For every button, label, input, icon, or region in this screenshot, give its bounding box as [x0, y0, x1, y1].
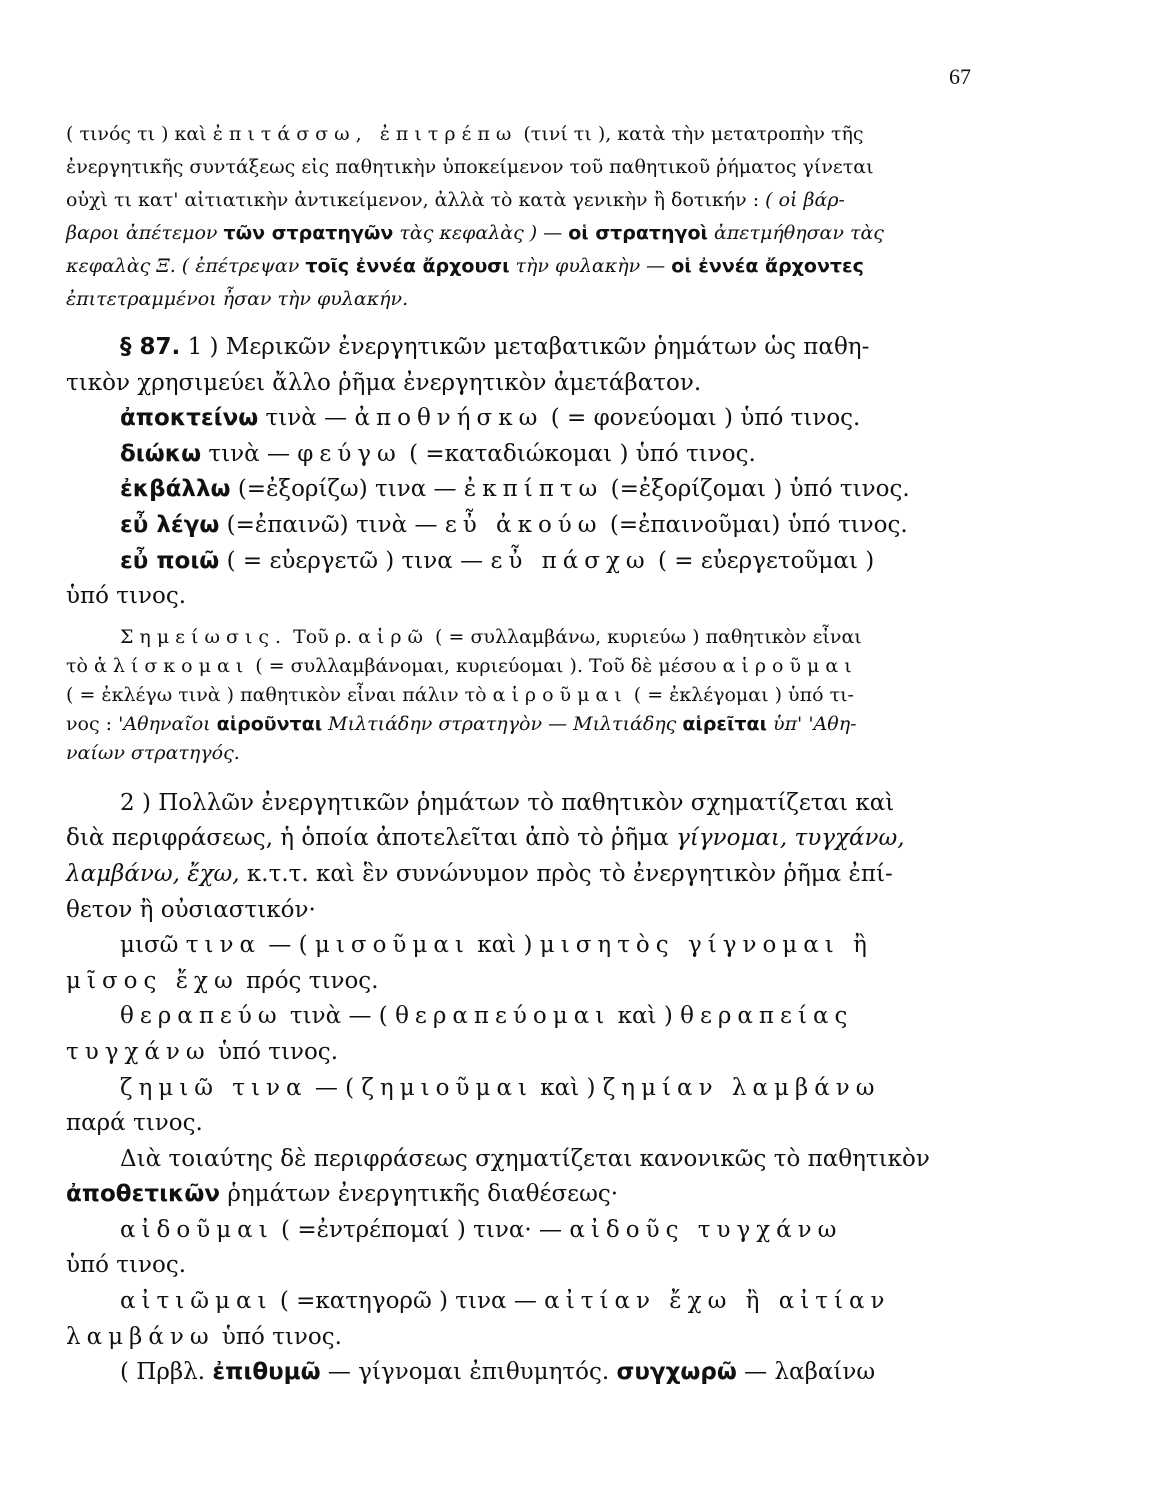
text-line: ναίων στρατηγός.	[66, 741, 240, 764]
text-span: ( =ἐντρέπομαί ) τινα· —	[273, 1216, 570, 1243]
text-line	[66, 652, 1066, 681]
example-line	[66, 964, 1066, 1000]
text-span: τινὰ — (	[282, 1003, 396, 1030]
page-number: 67	[949, 64, 971, 89]
text-line: Διὰ τοιαύτης δὲ περιφράσεως σχηματίζεται κανονικῶς τὸ παθητικὸν	[120, 1145, 930, 1172]
text-span: αἰδοῦμαι	[120, 1216, 274, 1243]
text-span: τινὰ —	[258, 405, 355, 432]
text-span: φεύγω	[297, 440, 402, 467]
text-span: μισῶ	[120, 932, 186, 959]
text-span: διώκω	[120, 440, 202, 467]
text-span: τὴν φυλακὴν —	[509, 255, 672, 277]
intro-paragraph	[66, 118, 1066, 316]
text-span: ὑπό τινος.	[210, 1038, 339, 1065]
text-span: ἐκβάλλω	[120, 476, 231, 503]
text-span: — (	[261, 932, 315, 959]
text-span: ἐπιτάσσω, ἐπιτρέπω	[212, 123, 518, 145]
text-span: κ.τ.τ. καὶ ἓν συνώνυμον πρὸς τὸ ἐνεργητικὸν ῥῆμα ἐπί-	[239, 860, 893, 887]
text-span: — (	[307, 1074, 362, 1101]
text-span: ὑπό τινος.	[214, 1323, 342, 1350]
example-line	[66, 1320, 1066, 1356]
text-span: αἰδοῦς τυγχάνω	[569, 1216, 843, 1243]
text-line: θετον ἢ οὐσιαστικόν·	[66, 896, 316, 923]
text-span: ( = συλλαμβάνομαι, κυριεύομαι ). Τοῦ δὲ μέσου	[249, 654, 723, 677]
text-span: ( οἱ βάρ-	[765, 189, 845, 211]
section-87	[66, 330, 1066, 615]
example-line	[66, 401, 1066, 437]
text-span: αἰτιῶμαι	[120, 1288, 273, 1315]
text-span: τινὰ —	[201, 440, 298, 467]
text-line: ἐπιτετραμμένοι ἦσαν τὴν φυλακήν.	[66, 288, 409, 310]
text-line	[66, 217, 1066, 250]
text-span: αἰτίαν ἔχω ἢ αἰτίαν	[544, 1288, 891, 1315]
text-span: ἀπετμήθησαν τὰς	[707, 222, 884, 244]
example-line: παρά τινος.	[66, 1110, 203, 1137]
text-span: τινα	[185, 932, 261, 959]
text-span: ( = εὐεργετῶ ) τινα —	[219, 547, 491, 574]
text-span: θεραπεύομαι	[395, 1003, 611, 1030]
text-span: ( = ἐκλέγομαι ) ὑπό τι-	[627, 683, 854, 706]
text-span: ( = συλλαμβάνω, κυριεύω ) παθητικὸν εἶναι	[429, 625, 862, 648]
text-span: θεραπεύω	[120, 1003, 283, 1030]
example-line	[66, 472, 1066, 508]
example-line	[66, 1071, 1066, 1107]
text-span: — γίγνομαι ἐπιθυμητός.	[320, 1359, 617, 1386]
text-span: Μιλτιάδην στρατηγὸν — Μιλτιάδης	[322, 712, 683, 735]
text-line	[66, 118, 1066, 151]
text-span: βαροι ἀπέτεμον	[66, 222, 224, 244]
note-paragraph	[66, 623, 1066, 768]
text-span: 'Αθηναῖοι	[118, 712, 217, 735]
text-span: (=ἐξορίζω) τινα —	[230, 476, 464, 503]
text-span: ὑπ' 'Αθη-	[766, 712, 857, 735]
text-span: ( = φονεύομαι ) ὑπό τινος.	[543, 405, 861, 432]
text-span: Τοῦ ρ.	[287, 625, 359, 648]
example-line	[66, 508, 1066, 544]
text-span: εὖ πάσχω	[490, 547, 651, 574]
example-line	[66, 437, 1066, 473]
text-span: (τινί τι ), κατὰ τὴν μετατροπὴν τῆς	[517, 123, 864, 145]
text-span: πρός τινος.	[238, 967, 379, 994]
text-span: ( = ἐκλέγω τινὰ ) παθητικὸν εἶναι πάλιν τὸ	[66, 683, 493, 706]
text-span: ( Πρβλ.	[120, 1359, 213, 1386]
text-span: μισητὸς γίγνομαι ἢ	[539, 932, 873, 959]
text-span: οἱ στρατηγοὶ	[568, 222, 708, 244]
section-number: § 87.	[120, 334, 181, 360]
example-line	[66, 1035, 1066, 1071]
text-span: οἱ ἐννέα ἄρχοντες	[671, 255, 864, 277]
text-span: καὶ )	[469, 932, 540, 959]
text-span: ῥημάτων ἐνεργητικῆς διαθέσεως·	[220, 1181, 619, 1208]
text-span: λαμβάνω	[66, 1323, 215, 1350]
text-line: ἐνεργητικῆς συντάξεως εἰς παθητικὴν ὑποκείμενον τοῦ παθητικοῦ ῥήματος γίνεται	[66, 156, 874, 178]
text-span: ζημιῶ τινα	[120, 1074, 308, 1101]
page-body	[66, 118, 1066, 1391]
text-span: ζημιοῦμαι	[361, 1074, 533, 1101]
example-line	[66, 1284, 1066, 1320]
text-span: ( =κατηγορῶ ) τινα —	[272, 1288, 545, 1315]
text-span: (=ἐπαινοῦμαι) ὑπό τινος.	[602, 511, 908, 538]
text-span: νος :	[66, 712, 119, 735]
text-line	[66, 250, 1066, 283]
text-span: — λαβαίνω	[736, 1359, 876, 1386]
text-span: συγχωρῶ	[616, 1359, 737, 1386]
text-span: αἱρῶ	[358, 625, 430, 648]
text-span: αἱροῦνται	[216, 712, 323, 735]
example-line: ὑπό τινος.	[66, 1252, 187, 1279]
text-span: γίγνομαι, τυγχάνω,	[676, 825, 905, 852]
text-span: ἐκπίπτω	[463, 476, 604, 503]
text-span: ἀποθετικῶν	[66, 1181, 221, 1208]
text-span: τοῖς ἐννέα ἄρχουσι	[305, 255, 510, 277]
text-span: ( τινός τι ) καὶ	[66, 123, 213, 145]
part-2	[66, 786, 1066, 1391]
text-span: θεραπείας	[680, 1003, 854, 1030]
text-span: ἀποκτείνω	[120, 405, 259, 432]
text-span: αἱροῦμαι	[492, 683, 628, 706]
text-line	[66, 857, 1066, 893]
text-span: ( ἐπέτρεψαν	[181, 255, 306, 277]
text-line	[66, 623, 1066, 652]
text-span: εὖ ποιῶ	[120, 547, 220, 574]
text-span: ( =καταδιώκομαι ) ὑπό τινος.	[401, 440, 756, 467]
text-span: ζημίαν λαμβάνω	[602, 1074, 881, 1101]
example-line	[66, 1213, 1066, 1249]
text-line	[66, 821, 1066, 857]
text-span: ἀποθνήσκω	[354, 405, 544, 432]
text-span: τῶν στρατηγῶν	[223, 222, 394, 244]
example-line	[66, 928, 1066, 964]
text-span: αἱρεῖται	[682, 712, 767, 735]
text-span: μῖσος ἔχω	[66, 967, 239, 994]
section-heading-line	[66, 330, 1066, 366]
text-span: 1 ) Μερικῶν ἐνεργητικῶν μεταβατικῶν ῥημάτων ὡς παθη-	[180, 334, 870, 360]
text-span: ἐπιθυμῶ	[212, 1359, 321, 1386]
text-line: τικὸν χρησιμεύει ἄλλο ῥῆμα ἐνεργητικὸν ἀμετάβατον.	[66, 369, 702, 396]
text-span: ( = εὐεργετοῦμαι )	[650, 547, 875, 574]
text-span: (=ἐπαινῶ) τινὰ —	[219, 511, 445, 538]
text-line: ὑπό τινος.	[66, 583, 187, 610]
text-span: ἁλίσκομαι	[94, 654, 250, 677]
text-line: 2 ) Πολλῶν ἐνεργητικῶν ῥημάτων τὸ παθητικὸν σχηματίζεται καὶ	[120, 789, 895, 816]
text-span: μισοῦμαι	[314, 932, 470, 959]
text-span: καὶ )	[610, 1003, 681, 1030]
text-span: αἱροῦμαι	[722, 654, 858, 677]
text-span: λαμβάνω, ἔχω,	[66, 860, 240, 887]
text-span: κεφαλὰς Ξ.	[66, 255, 182, 277]
example-line	[66, 544, 1066, 580]
text-line	[66, 681, 1066, 710]
text-line	[66, 1177, 1066, 1213]
text-span: εὖ λέγω	[120, 511, 220, 538]
text-span: οὐχὶ τι κατ' αἰτιατικὴν ἀντικείμενον, ἀλλὰ τὸ κατὰ γενικὴν ἢ δοτικήν :	[66, 189, 766, 211]
text-span: (=ἐξορίζομαι ) ὑπό τινος.	[603, 476, 910, 503]
text-span: τὰς κεφαλὰς ) —	[393, 222, 569, 244]
text-span: τυγχάνω	[66, 1038, 211, 1065]
text-line	[66, 184, 1066, 217]
text-span: τὸ	[66, 654, 94, 677]
example-line	[66, 999, 1066, 1035]
text-span: διὰ περιφράσεως, ἡ ὁποία ἀποτελεῖται ἀπὸ τὸ ῥῆμα	[66, 825, 677, 852]
text-line	[66, 710, 1066, 739]
text-line	[66, 1355, 1066, 1391]
text-span: Σημείωσις.	[120, 625, 288, 648]
text-span: εὖ ἀκούω	[444, 511, 603, 538]
text-span: καὶ )	[533, 1074, 603, 1101]
